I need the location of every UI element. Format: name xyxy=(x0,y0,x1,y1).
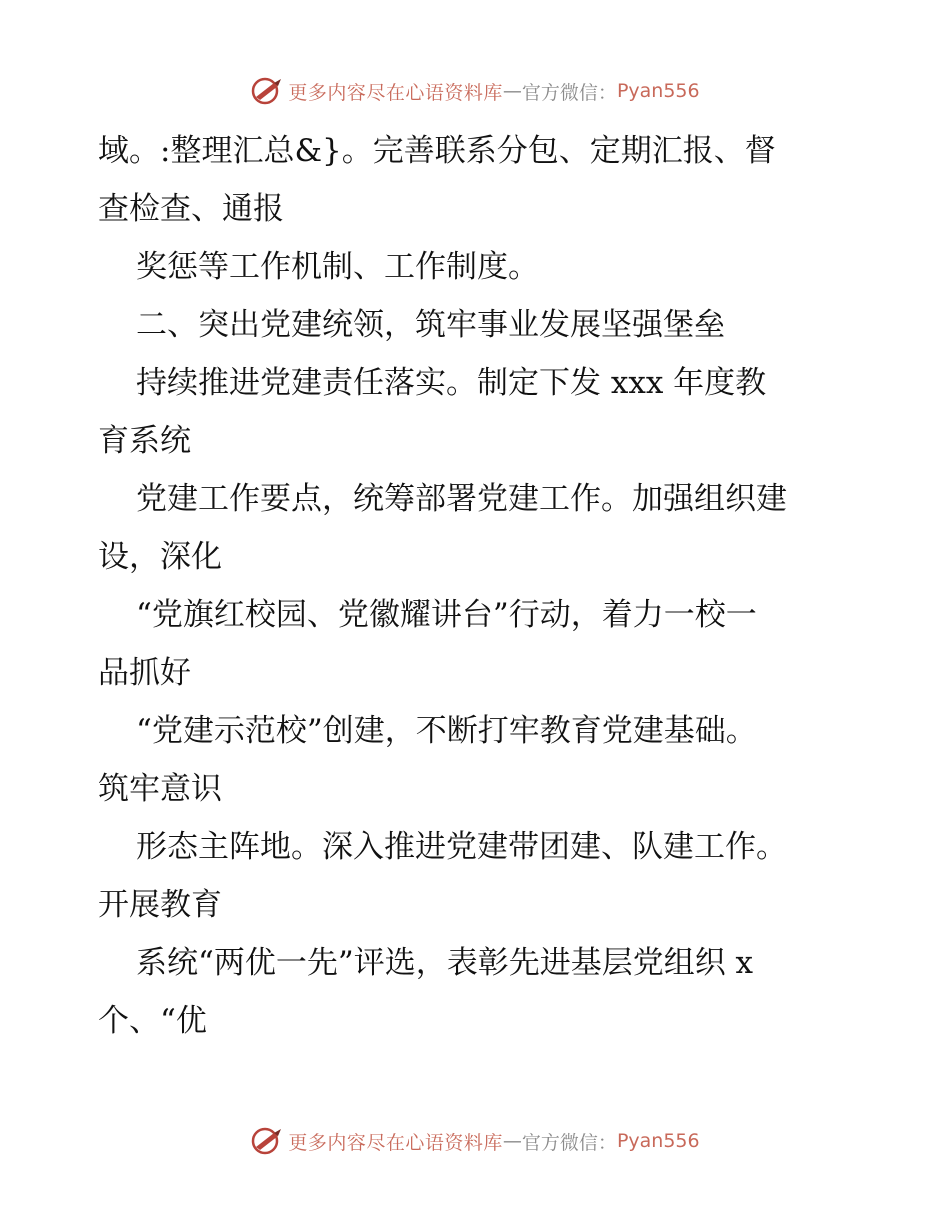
watermark-wechat-label: 官方微信： xyxy=(521,1131,617,1154)
watermark-main-text: 更多内容尽在心语资料库 xyxy=(288,1131,503,1154)
watermark-wechat-id: Pyan556 xyxy=(616,1130,700,1152)
watermark-dash: — xyxy=(502,80,522,102)
text-line: 形态主阵地。深入推进党建带团建、队建工作。 xyxy=(136,829,787,865)
watermark-main-text: 更多内容尽在心语资料库 xyxy=(288,81,503,104)
pen-logo-icon xyxy=(250,1126,284,1156)
text-line: 筑牢意识 xyxy=(98,771,222,807)
text-line: 奖惩等工作机制、工作制度。 xyxy=(136,249,539,285)
text-line: 持续推进党建责任落实。制定下发 xxx 年度教 xyxy=(136,365,767,401)
watermark-wechat-id: Pyan556 xyxy=(616,80,700,102)
pen-logo-icon xyxy=(250,76,284,106)
text-line: 查检查、通报 xyxy=(98,191,284,227)
text-line: “党建示范校”创建，不断打牢教育党建基础。 xyxy=(136,713,757,749)
text-line: 设，深化 xyxy=(98,539,222,575)
footer-watermark xyxy=(0,1126,950,1156)
document-body xyxy=(98,122,868,1050)
text-line: 系统“两优一先”评选，表彰先进基层党组织 x xyxy=(136,945,754,981)
watermark-wechat-label: 官方微信： xyxy=(521,81,617,104)
text-line: 二、突出党建统领，筑牢事业发展坚强堡垒 xyxy=(136,307,725,343)
text-line: 品抓好 xyxy=(98,655,191,691)
text-line: 域。:整理汇总&}。完善联系分包、定期汇报、督 xyxy=(98,133,776,169)
text-line: 个、“优 xyxy=(98,1003,207,1039)
watermark-dash: — xyxy=(502,1130,522,1152)
header-watermark xyxy=(0,76,950,106)
text-line: “党旗红校园、党徽耀讲台”行动，着力一校一 xyxy=(136,597,757,633)
text-line: 党建工作要点，统筹部署党建工作。加强组织建 xyxy=(136,481,787,517)
text-line: 开展教育 xyxy=(98,887,222,923)
text-line: 育系统 xyxy=(98,423,191,459)
